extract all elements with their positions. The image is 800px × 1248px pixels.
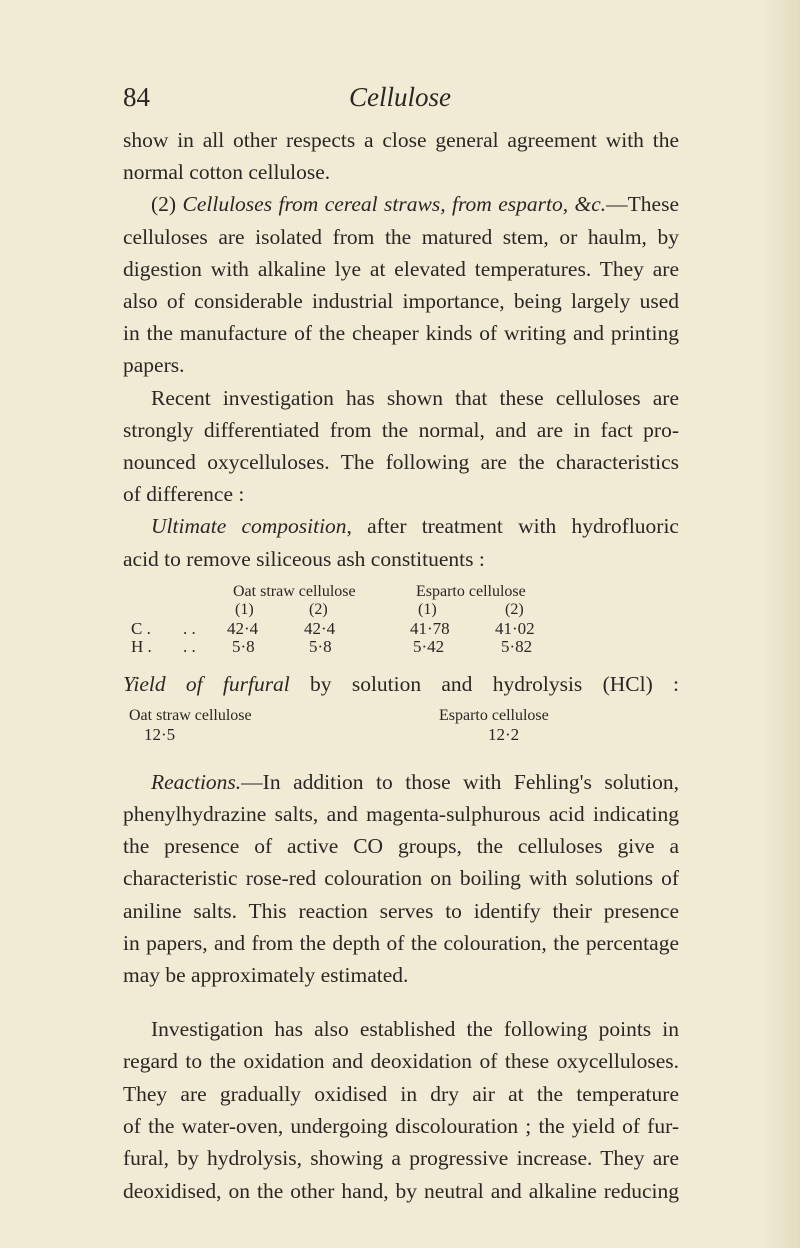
paragraph-ultimate-composition — [123, 510, 679, 574]
table-cell: 12·2 — [488, 725, 520, 744]
paragraph-continuation — [123, 124, 679, 188]
table-subheader: (1) — [418, 601, 437, 618]
table-row — [123, 725, 683, 743]
text-line: papers. — [123, 353, 185, 378]
table-subheader: (2) — [505, 601, 524, 618]
table-cell: 5·8 — [232, 637, 255, 656]
text-line — [123, 510, 679, 542]
text-line: deoxidised, on the other hand, by neutral and alkaline reducing — [123, 1178, 679, 1203]
table-subheader: (1) — [235, 601, 254, 618]
table-row-label: C . — [131, 619, 151, 638]
table-group-header-row — [123, 583, 683, 601]
table-cell: 41·02 — [495, 619, 535, 638]
text-line: of difference : — [123, 482, 245, 507]
paragraph-reactions — [123, 766, 679, 992]
table-row-leader: . . — [183, 637, 196, 656]
body-text-upper — [123, 124, 679, 575]
paragraph-cereal-celluloses — [123, 188, 679, 381]
text-line: strongly differentiated from the normal, and are in fact pro- — [123, 417, 679, 442]
table-group-header: Esparto cellulose — [416, 583, 526, 600]
table-row — [123, 619, 683, 637]
section-number: (2) — [151, 192, 183, 217]
page-edge-shading — [760, 0, 800, 1248]
text-line: aniline salts. This reaction serves to identify their presence — [123, 898, 679, 923]
text-line: They are gradually oxidised in dry air at the temperature — [123, 1081, 679, 1106]
table-cell: 5·8 — [309, 637, 332, 656]
composition-table — [123, 583, 683, 655]
text-line: Recent investigation has shown that these celluloses are — [151, 385, 679, 410]
section-heading: Yield of furfural — [123, 672, 290, 696]
text-line: acid to remove siliceous ash constituents : — [123, 546, 485, 571]
text-line: in the manufacture of the cheaper kinds of writing and printing — [123, 321, 679, 346]
text-line — [123, 188, 679, 220]
text-line: also of considerable industrial importance, being largely used — [123, 289, 679, 314]
table-header: Oat straw cellulose — [129, 707, 252, 724]
table-row-label: H . — [131, 637, 152, 656]
text-line: digestion with alkaline lye at elevated temperatures. They are — [123, 256, 679, 281]
text-line — [123, 668, 679, 700]
text-line: the presence of active CO groups, the celluloses give a — [123, 834, 679, 859]
table-subheader: (2) — [309, 601, 328, 618]
text-line: normal cotton cellulose. — [123, 160, 331, 185]
text-line: celluloses are isolated from the matured stem, or haulm, by — [123, 224, 679, 249]
table-cell: 5·42 — [413, 637, 445, 656]
table-row-leader: . . — [183, 619, 196, 638]
table-cell: 42·4 — [227, 619, 259, 638]
running-title: Cellulose — [349, 82, 451, 112]
text-line — [123, 766, 679, 798]
section-heading: Ultimate composition — [151, 514, 347, 539]
text-line: characteristic rose-red colouration on boiling with solutions of — [123, 866, 679, 891]
text-fragment: by solution and hydrolysis (HCl) : — [289, 672, 679, 696]
text-line: Investigation has also established the following points in — [151, 1017, 679, 1042]
page-header — [0, 82, 800, 122]
text-fragment: —In addition to those with Fehling's solution, — [241, 769, 679, 794]
paragraph-recent-investigation — [123, 382, 679, 511]
table-row — [123, 637, 683, 655]
paragraph-yield-furfural — [123, 668, 679, 700]
text-fragment: —These — [606, 192, 679, 217]
table-cell: 41·78 — [410, 619, 450, 638]
yield-table — [123, 707, 683, 743]
text-line: nounced oxycelluloses. The following are the characteristics — [123, 450, 679, 475]
text-line: of the water-oven, undergoing discolouration ; the yield of fur- — [123, 1113, 679, 1138]
section-heading: Reactions. — [151, 769, 242, 794]
text-line: fural, by hydrolysis, showing a progressive increase. They are — [123, 1146, 679, 1171]
text-line: may be approximately estimated. — [123, 963, 409, 988]
table-subheader-row — [123, 601, 683, 619]
text-line: regard to the oxidation and deoxidation of these oxycelluloses. — [123, 1049, 679, 1074]
text-fragment: , after treatment with hydrofluoric — [346, 514, 679, 539]
page-number: 84 — [123, 82, 150, 112]
table-cell: 12·5 — [144, 725, 176, 744]
section-heading: Celluloses from cereal straws, from esparto, &c. — [182, 192, 607, 217]
text-line: phenylhydrazine salts, and magenta-sulphurous acid indicating — [123, 801, 679, 826]
table-group-header: Oat straw cellulose — [233, 583, 356, 600]
table-cell: 42·4 — [304, 619, 336, 638]
body-text-lower — [123, 744, 679, 1228]
table-cell: 5·82 — [501, 637, 533, 656]
table-header-row — [123, 707, 683, 725]
paragraph-investigation — [123, 1013, 679, 1207]
text-line: in papers, and from the depth of the colouration, the percentage — [123, 930, 679, 955]
text-line: show in all other respects a close general agreement with the — [123, 128, 679, 152]
table-header: Esparto cellulose — [439, 707, 549, 724]
